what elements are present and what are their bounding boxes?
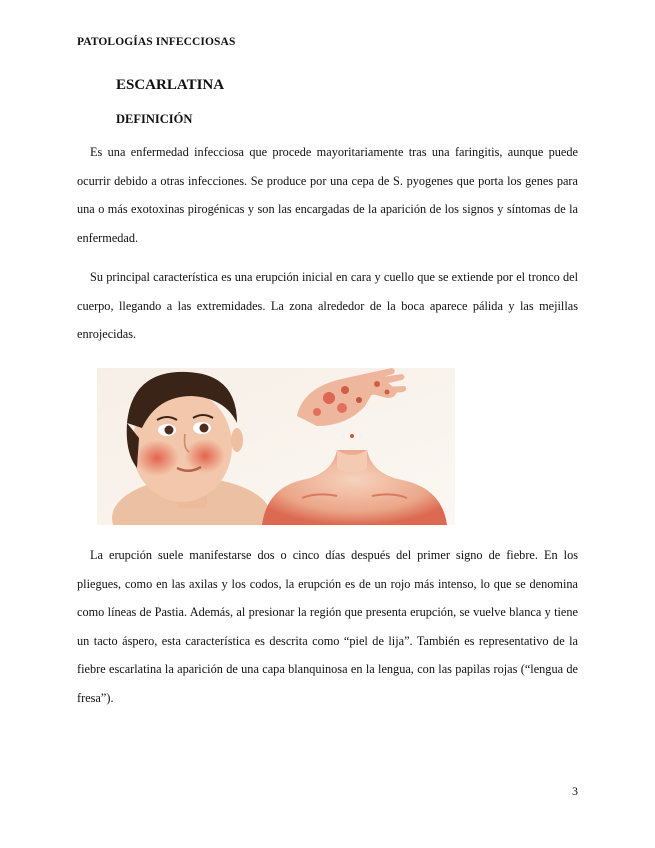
page-number: 3 [572,784,578,798]
paragraph-rash-evolution: La erupción suele manifestarse dos o cinco días después del primer signo de fiebre. En los pliegues, como en las axilas y los codos, la erupción es de un rojo más intenso, lo que se denomina como líneas de Pastia. Además, al presionar la región que presenta erupción, se vuelve blanca y tiene un tacto áspero, esta característica es descrita como “piel de lija”. También es representativo de la fiebre escarlatina la aparición de una capa blanquinosa en la lengua, con las papilas rojas (“lengua de fresa”). [77,548,578,705]
paragraph-characteristics: Su principal característica es una erupción inicial en cara y cuello que se extiende por el tronco del cuerpo, llegando a las extremidades. La zona alrededor de la boca aparece pálida y las mejillas enrojecidas. [77,270,578,341]
section-title: ESCARLATINA [116,77,225,93]
scarlet-fever-illustration [97,368,455,525]
section-subtitle: DEFINICIÓN [116,112,193,126]
running-header: PATOLOGÍAS INFECCIOSAS [77,36,236,48]
illustration-image [97,368,455,525]
paragraph-definition: Es una enfermedad infecciosa que procede mayoritariamente tras una faringitis, aunque puede ocurrir debido a otras infecciones. Se produce por una cepa de S. pyogenes que porta los genes para una o más exotoxinas pirogénicas y son las encargadas de la aparición de los signos y síntomas de la enfermedad. [77,145,578,245]
